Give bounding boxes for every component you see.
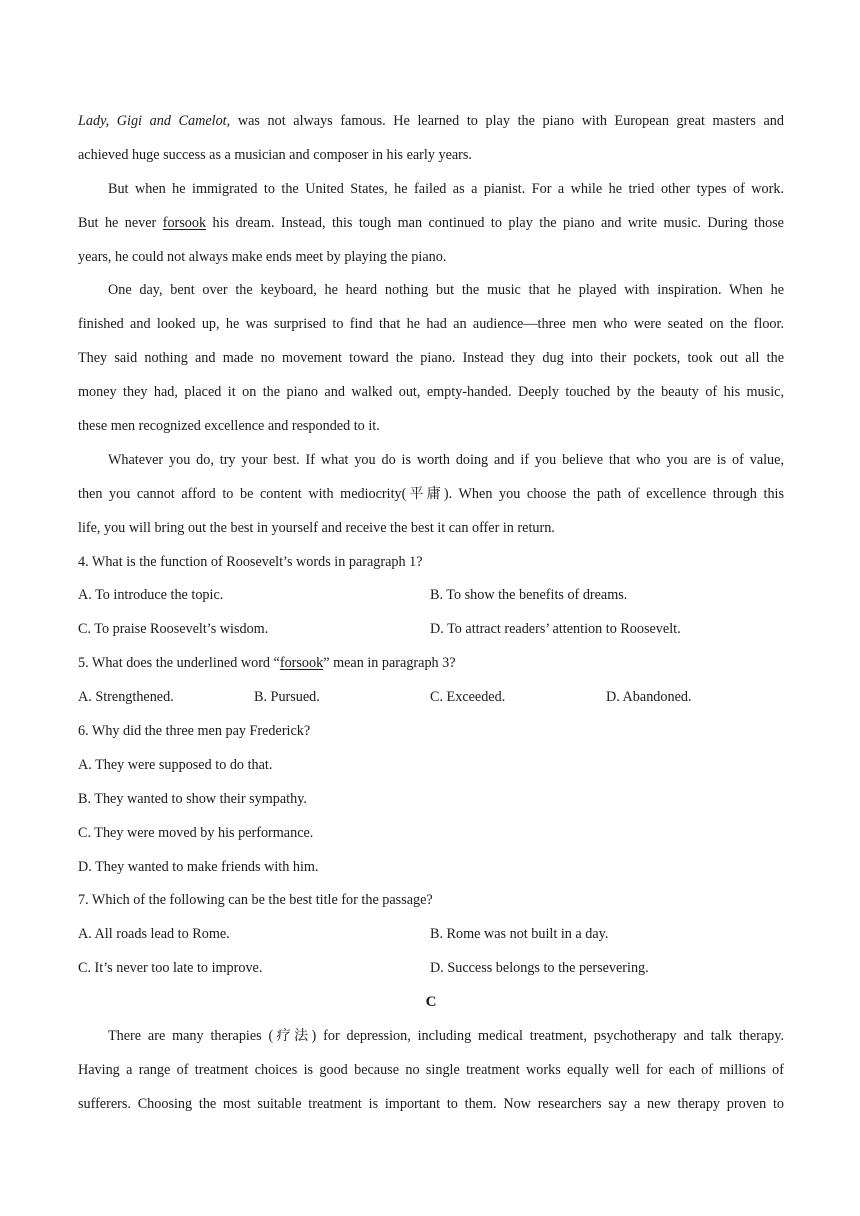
paragraph-4-line-2: then you cannot afford to be content with mediocrity(平庸). When you choose the path of excellence through this <box>78 485 784 502</box>
paragraph-2-line-2: But he never forsook his dream. Instead, this tough man continued to play the piano and write music. During those <box>78 214 784 231</box>
option-d: D. They wanted to make friends with him. <box>78 858 319 875</box>
paragraph-3-line-2: finished and looked up, he was surprised to find that he had an audience—three men who were seated on the floor. <box>78 316 784 333</box>
question-5-stem: 5. What does the underlined word “forsook” mean in paragraph 3? <box>78 655 456 672</box>
option-a: A. Strengthened. <box>78 689 174 706</box>
option-c: C. They were moved by his performance. <box>78 824 314 841</box>
italic-titles: Lady, Gigi and Camelot <box>78 113 227 129</box>
paragraph-4-line-3: life, you will bring out the best in yourself and receive the best it can offer in return. <box>78 519 555 536</box>
option-a: A. To introduce the topic. <box>78 587 224 604</box>
option-c: C. Exceeded. <box>430 689 506 706</box>
option-b: B. To show the benefits of dreams. <box>430 587 628 604</box>
paragraph-2-line-1: But when he immigrated to the United States, he failed as a pianist. For a while he tried other types of work. <box>108 180 784 197</box>
section-c-line-2: Having a range of treatment choices is good because no single treatment works equally well for each of millions of <box>78 1061 784 1078</box>
paragraph-3-line-4: money they had, placed it on the piano and walked out, empty-handed. Deeply touched by the beauty of his music, <box>78 384 784 401</box>
option-a: A. They were supposed to do that. <box>78 756 273 773</box>
paragraph-3-line-3: They said nothing and made no movement toward the piano. Instead they dug into their pockets, took out all the <box>78 350 784 367</box>
option-c: C. It’s never too late to improve. <box>78 960 263 977</box>
paragraph-3-line-5: these men recognized excellence and responded to it. <box>78 418 380 435</box>
paragraph-2-line-3: years, he could not always make ends meet by playing the piano. <box>78 248 447 265</box>
paragraph-1-line-2: achieved huge success as a musician and composer in his early years. <box>78 146 472 163</box>
option-b: B. They wanted to show their sympathy. <box>78 790 307 807</box>
section-heading: C <box>425 994 437 1011</box>
section-c-line-1: There are many therapies (疗法) for depression, including medical treatment, psychotherapy and talk therapy. <box>108 1028 784 1045</box>
question-7-options-row-1 <box>78 918 784 952</box>
paragraph-4-line-1: Whatever you do, try your best. If what you do is worth doing and if you believe that who you are is of value, <box>108 451 784 468</box>
question-4-options-row-2 <box>78 613 784 647</box>
section-c-line-3: sufferers. Choosing the most suitable treatment is important to them. Now researchers say a new therapy proven to <box>78 1095 784 1112</box>
question-4-stem: 4. What is the function of Roosevelt’s words in paragraph 1? <box>78 553 423 570</box>
question-4-options-row-1 <box>78 579 784 613</box>
option-a: A. All roads lead to Rome. <box>78 926 230 943</box>
option-c: C. To praise Roosevelt’s wisdom. <box>78 621 269 638</box>
option-b: B. Rome was not built in a day. <box>430 926 609 943</box>
option-b: B. Pursued. <box>254 689 320 706</box>
option-d: D. Abandoned. <box>606 689 692 706</box>
question-6-stem: 6. Why did the three men pay Frederick? <box>78 723 311 740</box>
question-5-options <box>78 681 784 715</box>
question-7-options-row-2 <box>78 952 784 986</box>
option-d: D. To attract readers’ attention to Roosevelt. <box>430 621 681 638</box>
question-7-stem: 7. Which of the following can be the best title for the passage? <box>78 892 433 909</box>
underlined-word: forsook <box>279 655 324 672</box>
underlined-word: forsook <box>162 214 207 231</box>
paragraph-3-line-1: One day, bent over the keyboard, he heard nothing but the music that he played with inspiration. When he <box>108 282 784 299</box>
option-d: D. Success belongs to the persevering. <box>430 960 649 977</box>
document-page <box>78 105 784 1122</box>
paragraph-1-line-1: Lady, Gigi and Camelot, was not always famous. He learned to play the piano with European great masters and <box>78 113 784 129</box>
